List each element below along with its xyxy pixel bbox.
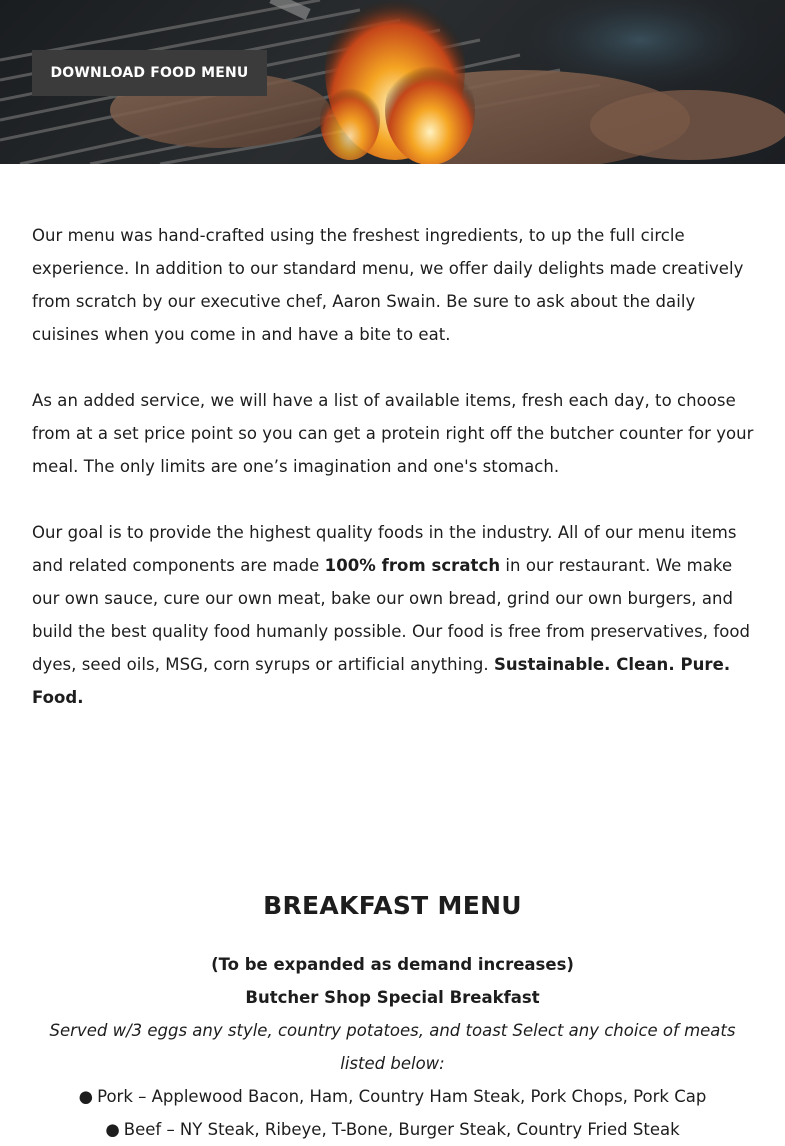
- download-food-menu-button[interactable]: DOWNLOAD FOOD MENU: [32, 50, 267, 96]
- breakfast-menu-section: [32, 886, 753, 1146]
- special-breakfast-title: Butcher Shop Special Breakfast: [245, 988, 540, 1007]
- bullet-icon: ●: [105, 1120, 120, 1139]
- meat-options-list: [32, 1080, 753, 1146]
- hero-banner: [0, 0, 785, 164]
- list-item: [32, 1080, 753, 1113]
- intro-paragraph-2: As an added service, we will have a list of available items, fresh each day, to choose from at a set price point so you can get a protein right off the butcher counter for your meal. The only limits are one’s imagination and one's stomach.: [32, 391, 754, 476]
- special-breakfast-description: Served w/3 eggs any style, country potatoes, and toast Select any choice of meats listed below:: [49, 1021, 736, 1073]
- breakfast-menu-title: BREAKFAST MENU: [263, 891, 522, 920]
- meat-option-pork: Pork – Applewood Bacon, Ham, Country Ham Steak, Pork Chops, Pork Cap: [97, 1087, 707, 1106]
- intro-p3-text-a: Our goal is to provide the highest quality foods in the industry. All of our menu items and related components are made: [32, 523, 737, 575]
- breakfast-note: (To be expanded as demand increases): [211, 955, 574, 974]
- intro-section: [32, 219, 757, 747]
- sustainable-tagline: Sustainable. Clean. Pure. Food.: [32, 655, 731, 707]
- list-item: [32, 1113, 753, 1146]
- intro-p3-text-c: in our restaurant. We make our own sauce, cure our own meat, bake our own bread, grind our own burgers, and build the best quality food humanly possible. Our food is free from preservatives, food dyes, seed oils, MSG, corn syrups or artificial anything.: [32, 556, 751, 674]
- meat-option-beef: Beef – NY Steak, Ribeye, T-Bone, Burger Steak, Country Fried Steak: [123, 1120, 680, 1139]
- scratch-highlight: 100% from scratch: [324, 556, 501, 575]
- bullet-icon: ●: [78, 1087, 94, 1106]
- intro-paragraph-3: [32, 516, 757, 714]
- intro-paragraph-1: Our menu was hand-crafted using the freshest ingredients, to up the full circle experience. In addition to our standard menu, we offer daily delights made creatively from scratch by our executive chef, Aaron Swain. Be sure to ask about the daily cuisines when you come in and have a bite to eat.: [32, 226, 744, 344]
